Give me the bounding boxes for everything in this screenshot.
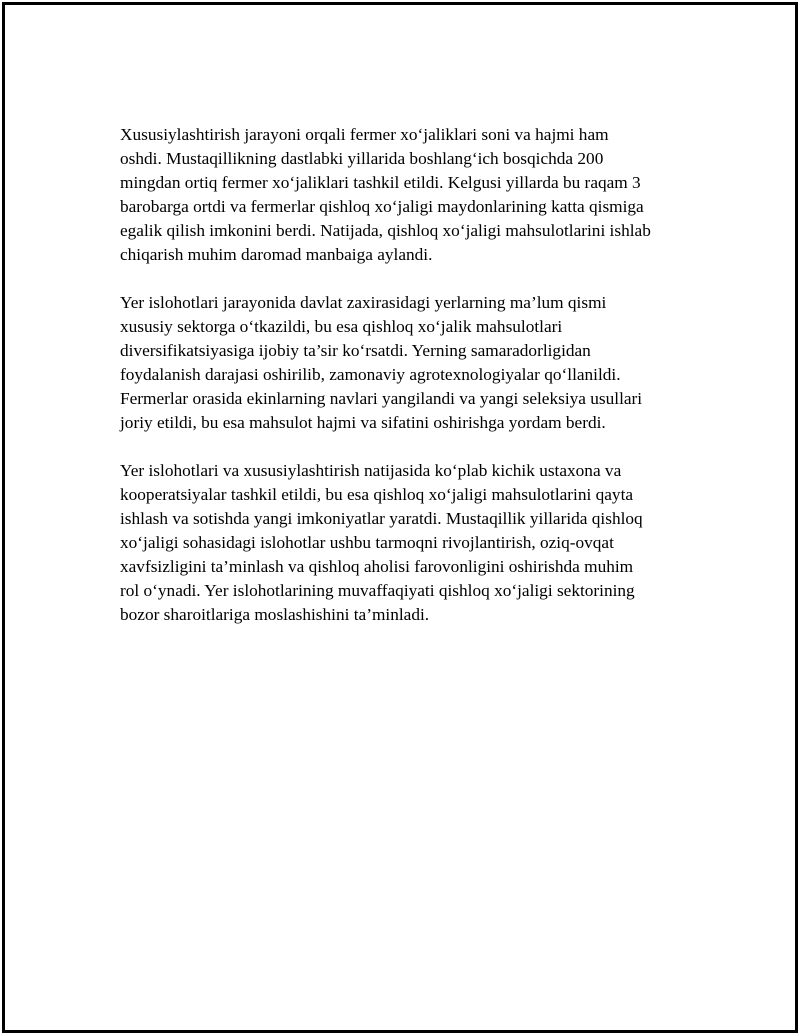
page-frame [2, 2, 798, 1033]
paragraph-reform-results: Yer islohotlari va xususiylashtirish natijasida ko‘plab kichik ustaxona va kooperatsiyalar tashkil etildi, bu esa qishloq xo‘jaligi mahsulotlarini qayta ishlash va sotishda yangi imkoniyatlar yaratdi. Mustaqillik yillarida qishloq xo‘jaligi sohasidagi islohotlar ushbu tarmoqni rivojlantirish, oziq-ovqat xavfsizligini ta’minlash va qishloq aholisi farovonligini oshirishda muhim rol o‘ynadi. Yer islohotlarining muvaffaqiyati qishloq xo‘jaligi sektorining bozor sharoitlariga moslashishini ta’minladi. [120, 461, 643, 624]
document-body [120, 123, 690, 651]
paragraph-land-reform: Yer islohotlari jarayonida davlat zaxirasidagi yerlarning ma’lum qismi xususiy sektorga o‘tkazildi, bu esa qishloq xo‘jalik mahsulotlari diversifikatsiyasiga ijobiy ta’sir ko‘rsatdi. Yerning samaradorligidan foydalanish darajasi oshirilib, zamonaviy agrotexnologiyalar qo‘llanildi. Fermerlar orasida ekinlarning navlari yangilandi va yangi seleksiya usullari joriy etildi, bu esa mahsulot hajmi va sifatini oshirishga yordam berdi. [120, 293, 643, 432]
paragraph-privatization: Xususiylashtirish jarayoni orqali fermer xo‘jaliklari soni va hajmi ham oshdi. Mustaqillikning dastlabki yillarida boshlang‘ich bosqichda 200 mingdan ortiq fermer xo‘jaliklari tashkil etildi. Kelgusi yillarda bu raqam 3 barobarga ortdi va fermerlar qishloq xo‘jaligi maydonlarining katta qismiga egalik qilish imkonini berdi. Natijada, qishloq xo‘jaligi mahsulotlarini ishlab chiqarish muhim daromad manbaiga aylandi. [120, 125, 651, 264]
